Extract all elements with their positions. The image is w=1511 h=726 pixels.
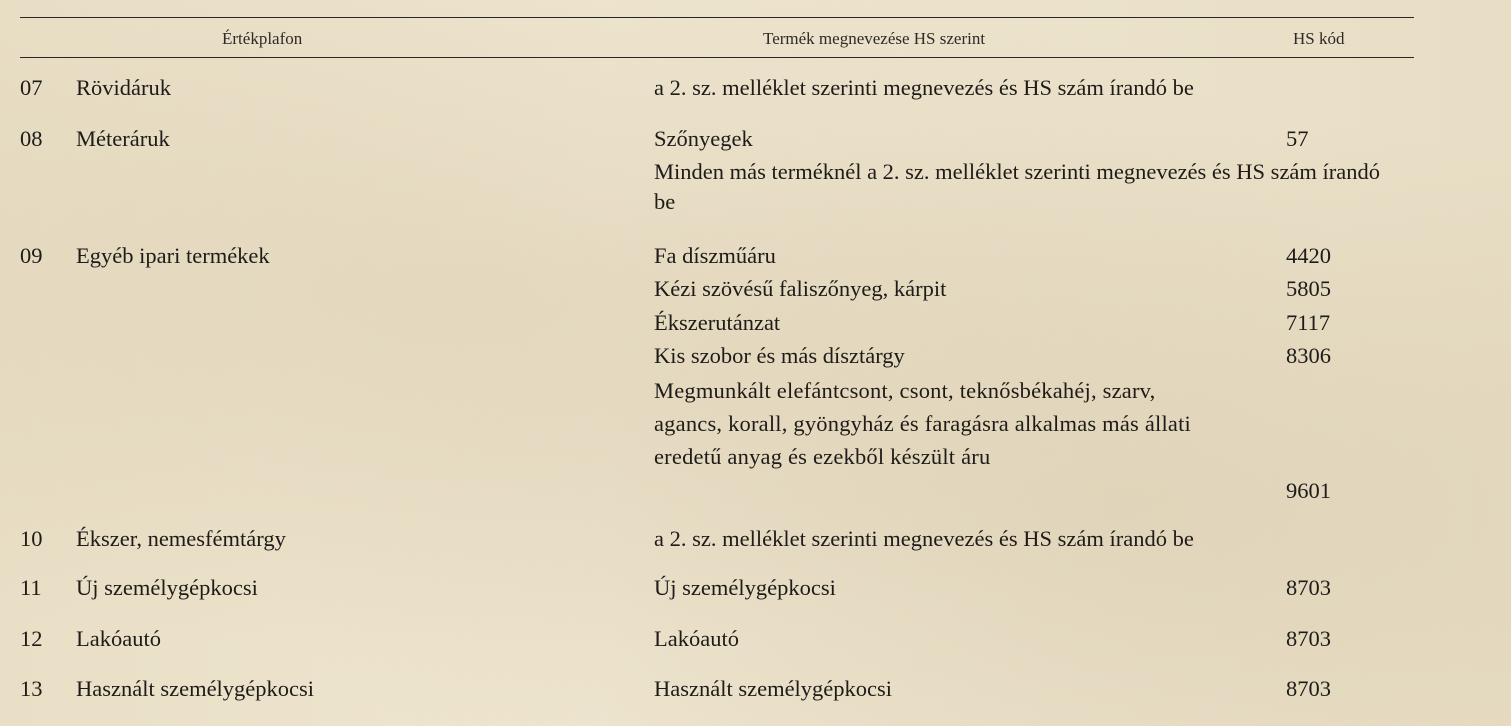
product-name: Ékszerutánzat xyxy=(654,310,781,335)
row-number: 07 xyxy=(20,75,43,100)
hs-code: 9601 xyxy=(1286,478,1331,503)
product-name: a 2. sz. melléklet szerinti megnevezés és HS szám írandó be xyxy=(654,526,1194,551)
header-value-ceiling: Értékplafon xyxy=(222,29,303,48)
hs-code: 4420 xyxy=(1286,243,1331,268)
hs-code: 7117 xyxy=(1286,310,1331,335)
hs-code: 57 xyxy=(1286,126,1309,151)
row-number: 11 xyxy=(20,575,42,600)
hs-code: 8703 xyxy=(1286,676,1331,701)
row-category: Rövidáruk xyxy=(76,75,171,100)
row-category: Egyéb ipari termékek xyxy=(76,243,270,268)
hs-code: 5805 xyxy=(1286,276,1331,301)
row-category: Méteráruk xyxy=(76,126,170,151)
header-bottom-rule xyxy=(20,57,1414,58)
row-category: Használt személygépkocsi xyxy=(76,676,315,701)
row-number: 12 xyxy=(20,626,43,651)
product-name: Megmunkált elefántcsont, csont, teknősbékahéj, szarv, agancs, korall, gyöngyház és faragásra alkalmas más állati eredetű anyag és ezekből készült áru xyxy=(654,378,1192,469)
product-name: Új személygépkocsi xyxy=(654,575,836,600)
row-category: Új személygépkocsi xyxy=(76,575,258,600)
product-name: Kis szobor és más dísztárgy xyxy=(654,343,905,368)
row-category: Ékszer, nemesfémtárgy xyxy=(76,526,286,551)
header-product-name: Termék megnevezése HS szerint xyxy=(763,29,986,48)
table-top-rule xyxy=(20,17,1414,18)
header-hs-code: HS kód xyxy=(1293,29,1345,48)
product-name: Használt személygépkocsi xyxy=(654,676,893,701)
product-name: Minden más terméknél a 2. sz. melléklet szerinti megnevezés és HS szám írandó be xyxy=(654,159,1381,214)
hs-code: 8703 xyxy=(1286,626,1331,651)
product-name: Fa díszműáru xyxy=(654,243,776,268)
product-name: Kézi szövésű faliszőnyeg, kárpit xyxy=(654,276,947,301)
row-number: 10 xyxy=(20,526,43,551)
product-name: a 2. sz. melléklet szerinti megnevezés és HS szám írandó be xyxy=(654,75,1194,100)
product-name: Szőnyegek xyxy=(654,126,753,151)
hs-code: 8703 xyxy=(1286,575,1331,600)
product-name: Lakóautó xyxy=(654,626,739,651)
row-category: Lakóautó xyxy=(76,626,161,651)
hs-code: 8306 xyxy=(1286,343,1331,368)
row-number: 08 xyxy=(20,126,43,151)
row-number: 09 xyxy=(20,243,43,268)
row-number: 13 xyxy=(20,676,43,701)
